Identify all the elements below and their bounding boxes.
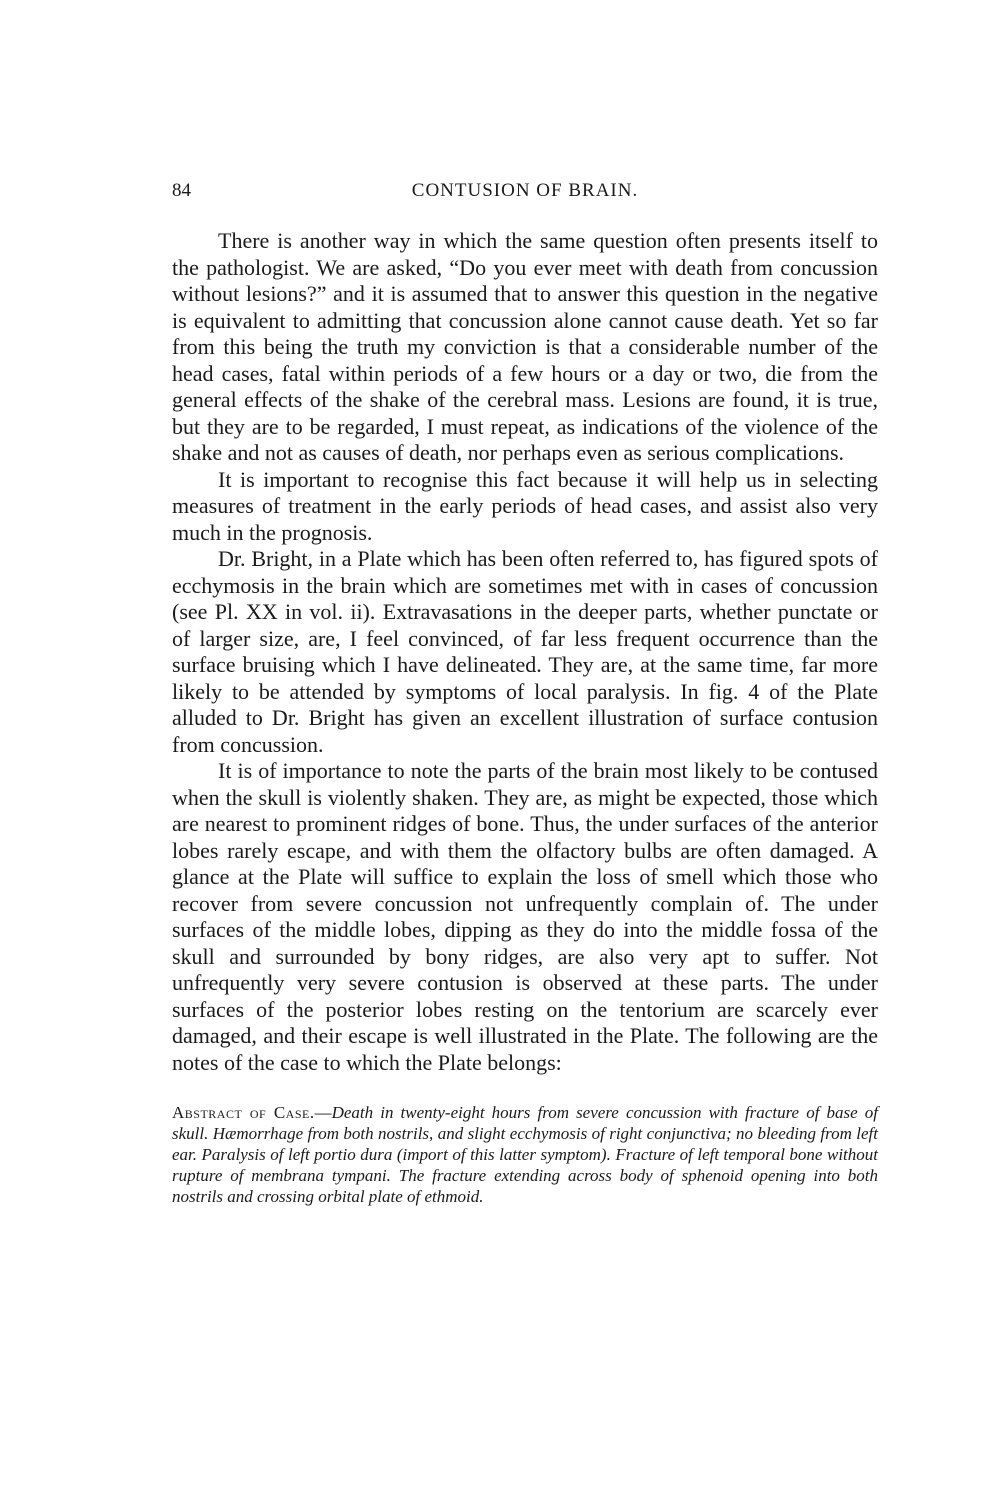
paragraph: It is of importance to note the parts of the brain most likely to be contused when the skull is violently shaken. They are, as might be expected, those which are nearest to prominent ridges of bone. Thus, the under surfaces of the anterior lobes rarely escape, and with them the olfactory bulbs are often damaged. A glance at the Plate will suffice to explain the loss of smell which those who recover from severe concussion not unfrequently complain of. The under surfaces of the middle lobes, dipping as they do into the middle fossa of the skull and surrounded by bony ridges, are also very apt to suffer. Not unfrequently very severe contusion is observed at these parts. The under surfaces of the posterior lobes resting on the tentorium are scarcely ever damaged, and their escape is well illustrated in the Plate. The following are the notes of the case to which the Plate belongs: <box>172 758 878 1075</box>
running-title: CONTUSION OF BRAIN. <box>411 180 639 201</box>
page-header <box>172 180 878 210</box>
body-text <box>172 228 878 1076</box>
case-abstract <box>172 1102 878 1207</box>
abstract-text: Death in twenty-eight hours from severe concussion with fracture of base of skull. Hæmorrhage from both nostrils, and slight ecchymosis of right conjunctiva; no bleeding from left ear. Paralysis of left portio dura (import of this latter symptom). Fracture of left temporal bone without rupture of membrana tympani. The fracture extending across body of sphenoid opening into both nostrils and crossing orbital plate of ethmoid. <box>172 1103 878 1206</box>
abstract-label: Abstract of Case. <box>172 1103 315 1122</box>
paragraph: Dr. Bright, in a Plate which has been often referred to, has figured spots of ecchymosis in the brain which are sometimes met with in cases of concussion (see Pl. XX in vol. ii). Extravasations in the deeper parts, whether punctate or of larger size, are, I feel convinced, of far less frequent occurrence than the surface bruising which I have delineated. They are, at the same time, far more likely to be attended by symptoms of local paralysis. In fig. 4 of the Plate alluded to Dr. Bright has given an excellent illustration of surface contusion from concussion. <box>172 546 878 757</box>
abstract-dash: — <box>314 1103 332 1122</box>
page-number: 84 <box>172 180 191 201</box>
paragraph: It is important to recognise this fact because it will help us in selecting measures of treatment in the early periods of head cases, and assist also very much in the prognosis. <box>172 466 878 545</box>
page <box>172 180 878 1207</box>
paragraph: There is another way in which the same question often presents itself to the pathologist. We are asked, “Do you ever meet with death from concussion without lesions?” and it is assumed that to answer this question in the negative is equivalent to admitting that concussion alone cannot cause death. Yet so far from this being the truth my conviction is that a considerable number of the head cases, fatal within periods of a few hours or a day or two, die from the general effects of the shake of the cerebral mass. Lesions are found, it is true, but they are to be regarded, I must repeat, as indications of the violence of the shake and not as causes of death, nor perhaps even as serious complications. <box>172 228 878 465</box>
